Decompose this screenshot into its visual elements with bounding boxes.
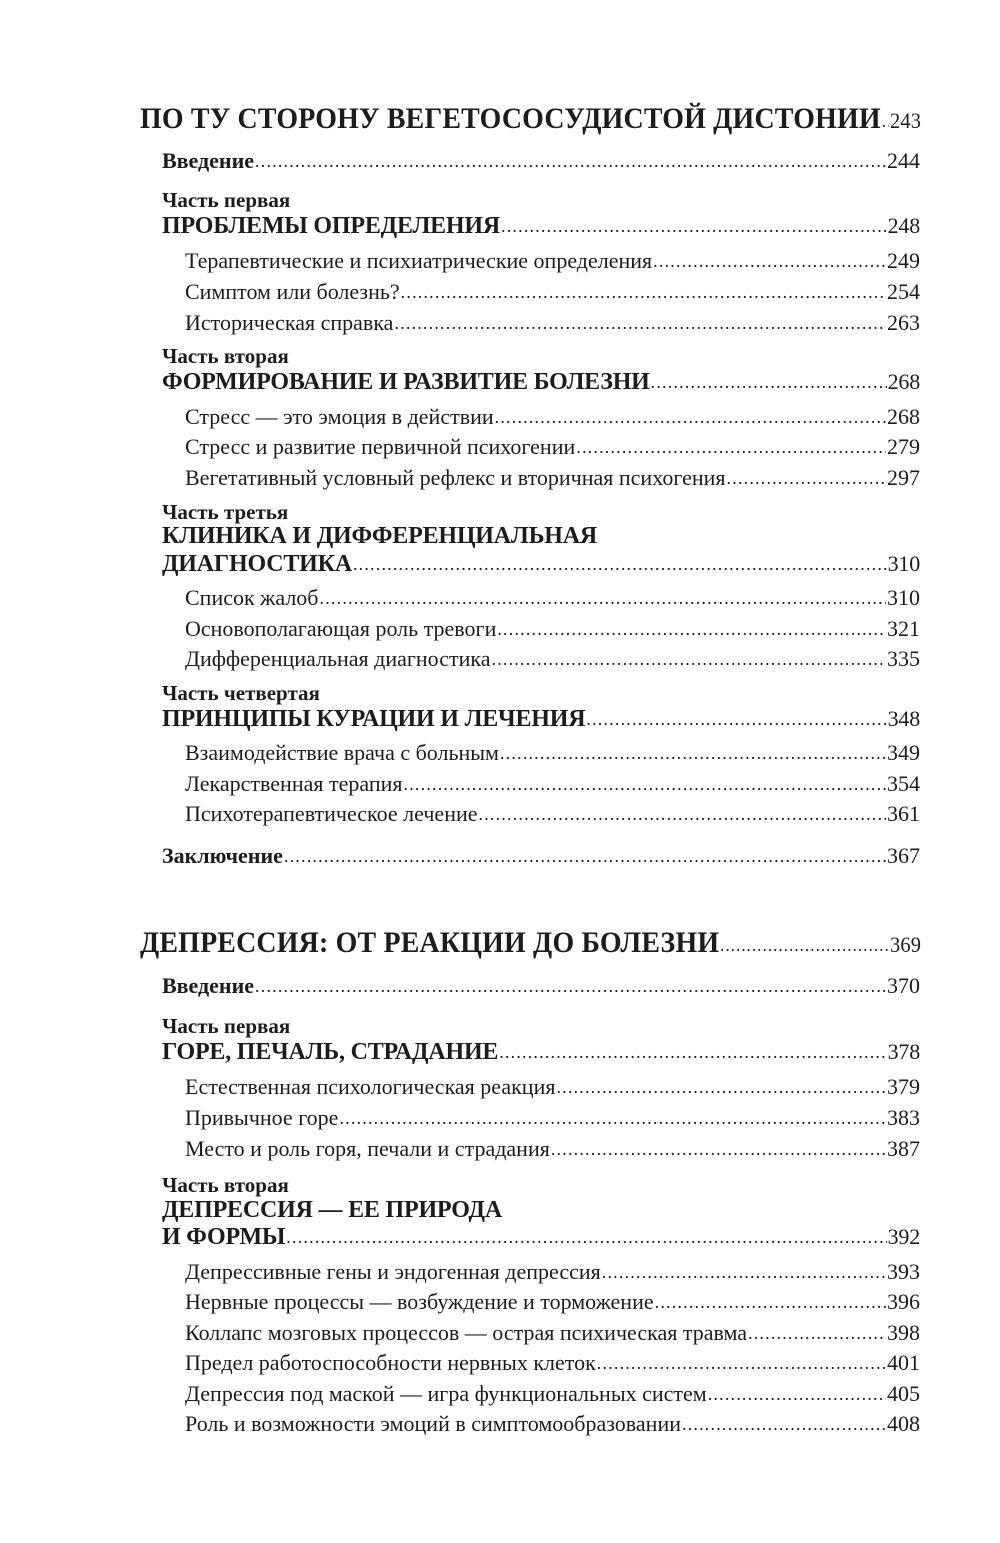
leader-dots xyxy=(882,102,889,135)
toc-subentry xyxy=(185,1411,920,1437)
toc-subentry xyxy=(185,465,920,491)
toc-subentry xyxy=(185,404,920,430)
part-label: Часть вторая xyxy=(162,344,289,368)
leader-dots xyxy=(492,646,887,671)
part-title: ПРИНЦИПЫ КУРАЦИИ И ЛЕЧЕНИЯ xyxy=(162,706,586,732)
toc-subentry xyxy=(185,616,920,642)
toc-subentry xyxy=(185,434,920,460)
page-number: 369 xyxy=(889,932,922,957)
page-number: 379 xyxy=(887,1074,920,1099)
leader-dots xyxy=(551,1136,886,1161)
page-number: 310 xyxy=(887,585,920,610)
page-number: 335 xyxy=(887,646,920,671)
page-number: 279 xyxy=(887,434,920,459)
part-title-line: ДЕПРЕССИЯ — ЕЕ ПРИРОДА xyxy=(162,1197,502,1223)
entry-title: Список жалоб xyxy=(185,585,319,610)
toc-section-entry xyxy=(140,926,921,960)
toc-part-entry xyxy=(162,369,920,396)
page-number: 405 xyxy=(887,1381,920,1406)
entry-title: Предел работоспособности нервных клеток xyxy=(185,1350,596,1375)
part-title: ДИАГНОСТИКА xyxy=(162,551,352,577)
toc-subentry xyxy=(185,740,920,766)
toc-subentry xyxy=(185,771,920,797)
entry-title: Лекарственная терапия xyxy=(185,771,403,796)
entry-title: Место и роль горя, печали и страдания xyxy=(185,1136,550,1161)
part-title: ГОРЕ, ПЕЧАЛЬ, СТРАДАНИЕ xyxy=(162,1039,499,1065)
toc-part-entry xyxy=(162,213,920,240)
entry-title: Депрессивные гены и эндогенная депрессия xyxy=(185,1259,601,1284)
toc-subentry xyxy=(185,1136,920,1162)
part-label: Часть третья xyxy=(162,500,289,524)
leader-dots xyxy=(651,369,887,395)
page-number: 392 xyxy=(887,1224,920,1249)
page-number: 401 xyxy=(887,1350,920,1375)
entry-title: Нервные процессы — возбуждение и торможение xyxy=(185,1289,654,1314)
leader-dots xyxy=(497,616,886,641)
entry-title: Введение xyxy=(162,148,255,173)
leader-dots xyxy=(286,1224,886,1250)
toc-section-entry xyxy=(140,102,921,136)
entry-title: Взаимодействие врача с больным xyxy=(185,740,499,765)
leader-dots xyxy=(720,926,889,959)
part-label: Часть вторая xyxy=(162,1173,289,1197)
entry-title: Вегетативный условный рефлекс и вторичная психогения xyxy=(185,465,726,490)
section-title: ПО ТУ СТОРОНУ ВЕГЕТОСОСУДИСТОЙ ДИСТОНИИ xyxy=(140,102,881,135)
part-label: Часть первая xyxy=(162,1014,291,1038)
toc-part-entry xyxy=(162,1039,920,1066)
toc-subentry xyxy=(185,1350,920,1376)
page-number: 349 xyxy=(887,740,920,765)
page-number: 387 xyxy=(887,1136,920,1161)
part-title-line: КЛИНИКА И ДИФФЕРЕНЦИАЛЬНАЯ xyxy=(162,523,597,549)
page-number: 248 xyxy=(887,213,920,238)
leader-dots xyxy=(339,1105,886,1130)
toc-subentry xyxy=(185,279,920,305)
page-number: 310 xyxy=(887,551,920,576)
page-number: 263 xyxy=(887,310,920,335)
leader-dots xyxy=(653,248,886,273)
leader-dots xyxy=(353,551,887,577)
page-number: 383 xyxy=(887,1105,920,1130)
page-number: 393 xyxy=(887,1259,920,1284)
page-number: 396 xyxy=(887,1289,920,1314)
part-title: ПРОБЛЕМЫ ОПРЕДЕЛЕНИЯ xyxy=(162,213,501,239)
toc-subentry xyxy=(185,585,920,611)
toc-subentry xyxy=(185,646,920,672)
page-number: 249 xyxy=(887,248,920,273)
leader-dots xyxy=(404,771,886,796)
part-title: ФОРМИРОВАНИЕ И РАЗВИТИЕ БОЛЕЗНИ xyxy=(162,369,650,395)
leader-dots xyxy=(255,148,886,173)
leader-dots xyxy=(255,973,886,998)
page-number: 243 xyxy=(889,108,922,133)
page-number: 361 xyxy=(887,801,920,826)
page-number: 268 xyxy=(887,369,920,394)
leader-dots xyxy=(394,310,886,335)
entry-title: Терапевтические и психиатрические определения xyxy=(185,248,653,273)
entry-title: Естественная психологическая реакция xyxy=(185,1074,556,1099)
toc-intro-entry xyxy=(162,148,920,174)
leader-dots xyxy=(602,1259,886,1284)
leader-dots xyxy=(708,1381,886,1406)
leader-dots xyxy=(576,434,886,459)
entry-title: Депрессия под маской — игра функциональных систем xyxy=(185,1381,707,1406)
entry-title: Заключение xyxy=(162,843,283,868)
toc-conclusion-entry xyxy=(162,843,920,869)
toc-subentry xyxy=(185,1320,920,1346)
toc-part-entry xyxy=(162,551,920,578)
entry-title: Стресс — это эмоция в действии xyxy=(185,404,494,429)
entry-title: Введение xyxy=(162,973,255,998)
page-number: 244 xyxy=(887,148,920,173)
entry-title: Психотерапевтическое лечение xyxy=(185,801,478,826)
leader-dots xyxy=(500,740,886,765)
leader-dots xyxy=(748,1320,886,1345)
page-number: 408 xyxy=(887,1411,920,1436)
entry-title: Дифференциальная диагностика xyxy=(185,646,491,671)
leader-dots xyxy=(501,213,887,239)
toc-subentry xyxy=(185,1381,920,1407)
page-number: 378 xyxy=(887,1039,920,1064)
page-number: 367 xyxy=(887,843,920,868)
toc-subentry xyxy=(185,310,920,336)
page-number: 398 xyxy=(887,1320,920,1345)
leader-dots xyxy=(586,706,886,732)
entry-title: Основополагающая роль тревоги xyxy=(185,616,497,641)
section-title: ДЕПРЕССИЯ: ОТ РЕАКЦИИ ДО БОЛЕЗНИ xyxy=(140,926,720,959)
leader-dots xyxy=(495,404,886,429)
leader-dots xyxy=(655,1289,886,1314)
leader-dots xyxy=(284,843,886,868)
part-title: И ФОРМЫ xyxy=(162,1224,286,1250)
toc-subentry xyxy=(185,1105,920,1131)
leader-dots xyxy=(499,1039,886,1065)
entry-title: Коллапс мозговых процессов — острая психическая травма xyxy=(185,1320,748,1345)
page-number: 321 xyxy=(887,616,920,641)
leader-dots xyxy=(320,585,886,610)
page-number: 370 xyxy=(887,973,920,998)
part-label: Часть первая xyxy=(162,188,291,212)
leader-dots xyxy=(479,801,887,826)
entry-title: Роль и возможности эмоций в симптомообразовании xyxy=(185,1411,681,1436)
toc-part-entry xyxy=(162,706,920,733)
page-number: 254 xyxy=(887,279,920,304)
leader-dots xyxy=(682,1411,886,1436)
page-number: 297 xyxy=(887,465,920,490)
leader-dots xyxy=(727,465,886,490)
leader-dots xyxy=(556,1074,886,1099)
page-number: 268 xyxy=(887,404,920,429)
entry-title: Стресс и развитие первичной психогении xyxy=(185,434,576,459)
toc-part-entry xyxy=(162,1224,920,1251)
toc-subentry xyxy=(185,801,920,827)
leader-dots xyxy=(401,279,886,304)
toc-intro-entry xyxy=(162,973,920,999)
leader-dots xyxy=(597,1350,886,1375)
page-number: 354 xyxy=(887,771,920,796)
toc-subentry xyxy=(185,1289,920,1315)
entry-title: Симптом или болезнь? xyxy=(185,279,400,304)
page-number: 348 xyxy=(887,706,920,731)
toc-subentry xyxy=(185,1074,920,1100)
part-label: Часть четвертая xyxy=(162,681,320,705)
entry-title: Привычное горе xyxy=(185,1105,339,1130)
toc-subentry xyxy=(185,1259,920,1285)
entry-title: Историческая справка xyxy=(185,310,394,335)
toc-subentry xyxy=(185,248,920,274)
